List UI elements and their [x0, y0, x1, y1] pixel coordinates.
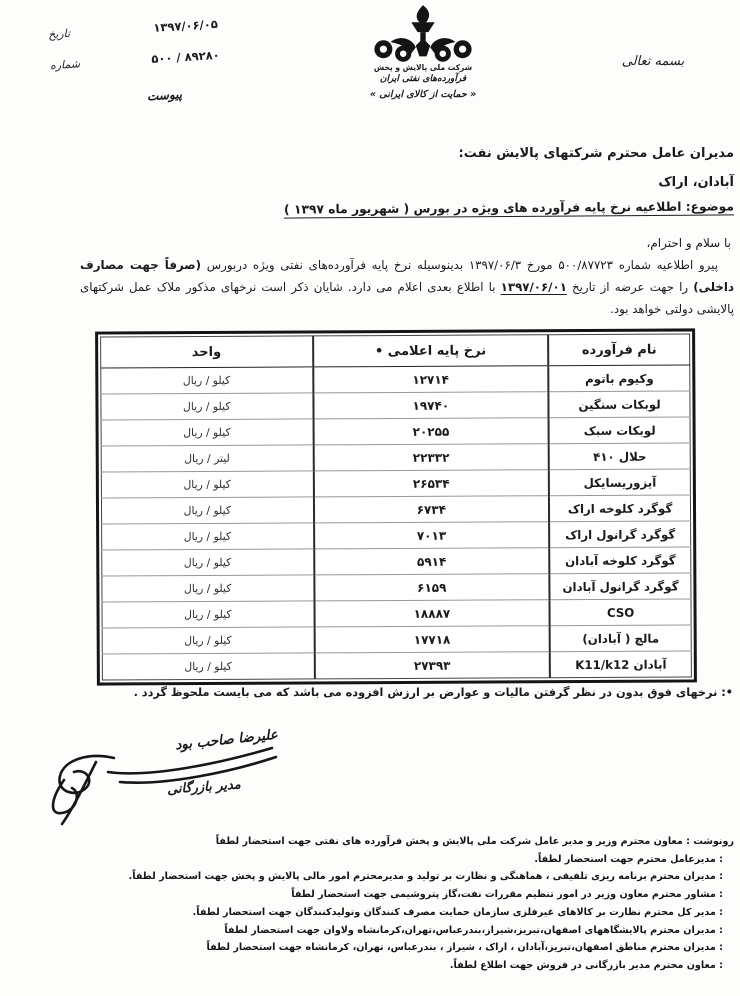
- stamp-date-value: ۱۳۹۷/۰۶/۰۵: [152, 16, 219, 35]
- product-cell: گوگرد گرانول آبادان: [549, 573, 690, 600]
- recipient-line2: آبادان، اراک: [658, 175, 734, 190]
- price-cell: ۲۷۳۹۳: [314, 652, 550, 679]
- unit-cell: کیلو / ریال: [101, 471, 313, 498]
- cc-line: رونوشت : معاون محترم وزیر و مدیر عامل شرکت ملی پالایش و پخش فرآورده های نفتی جهت استحضار لطفاً: [215, 836, 734, 847]
- table-row: [101, 443, 690, 472]
- table-row: [101, 417, 690, 446]
- body-paragraph: [80, 254, 734, 320]
- body-part3: با اطلاع بعدی اعلام می دارد. شایان ذکر است نرخهای مذکور ملاک عمل شرکتهای پالایشی دولتی خواهد بود.: [80, 280, 734, 316]
- stamp-number-label: شماره: [49, 57, 81, 73]
- cc-line: : مشاور محترم معاون وزیر در امور تنظیم مقررات نفت،گاز پتروشیمی جهت استحضار لطفاً: [291, 889, 723, 901]
- stamp-date-label: تاریخ: [47, 26, 71, 42]
- cc-line: : مدیر کل محترم نظارت بر کالاهای غیرفلزی سازمان حمایت مصرف کنندگان وتولیدکنندگان جهت استحضار لطفاً.: [192, 906, 723, 918]
- product-cell: لوبکات سنگین: [549, 391, 690, 418]
- unit-cell: کیلو / ریال: [102, 549, 314, 576]
- cc-line: : مدیرعامل محترم جهت استحضار لطفاً.: [534, 853, 723, 865]
- cc-line: : مدیران محترم برنامه ریزی تلفیقی ، هماهنگی و نظارت بر تولید و مدیرمحترم امور مالی پالایش و پخش جهت استحضار لطفاً.: [128, 871, 723, 883]
- table-row: [102, 625, 691, 654]
- stamp-attachment-label: پیوست: [146, 87, 183, 104]
- table-row: [101, 365, 690, 394]
- price-cell: ۶۷۳۴: [313, 496, 549, 523]
- recipient-line1: مدیران عامل محترم شرکتهای پالایش نفت:: [458, 146, 734, 161]
- header-unit: واحد: [101, 336, 313, 368]
- table-row: [101, 495, 690, 524]
- vat-footnote: •: نرخهای فوق بدون در نظر گرفتن مالیات و عوارض بر ارزش افزوده می باشد که می بایست ملحوظ گردد .: [133, 686, 733, 699]
- price-cell: ۷۰۱۳: [314, 522, 550, 549]
- signer-name: علیرضا صاحب بود: [174, 726, 279, 754]
- unit-cell: لیتر / ریال: [101, 445, 313, 472]
- product-cell: آبادان K11/k12: [550, 651, 691, 678]
- stamp-number-value: ۵۰۰ / ۸۹۲۸۰: [150, 47, 221, 66]
- table-row: [102, 651, 691, 680]
- product-cell: آیزوریسایکل: [549, 469, 690, 496]
- company-name-line2: فرآورده‌های نفتی ایران: [379, 74, 467, 84]
- product-cell: CSO: [550, 599, 691, 626]
- signer-title: مدیر بازرگانی: [166, 777, 242, 798]
- table-row: [102, 521, 691, 550]
- unit-cell: کیلو / ریال: [102, 627, 314, 654]
- price-cell: ۶۱۵۹: [314, 574, 550, 601]
- unit-cell: کیلو / ریال: [101, 367, 313, 394]
- price-cell: ۵۹۱۴: [314, 548, 550, 575]
- besmele-text: بسمه تعالی: [621, 54, 685, 69]
- price-cell: ۲۰۲۵۵: [313, 418, 549, 445]
- body-part2: را جهت عرضه از تاریخ: [566, 280, 694, 294]
- subject-line: موضوع: اطلاعیه نرخ پایه فرآورده های ویژه در بورس ( شهریور ماه ۱۳۹۷ ): [284, 199, 735, 217]
- product-cell: گوگرد کلوخه آبادان: [549, 547, 690, 574]
- product-cell: وکیوم باتوم: [548, 365, 689, 392]
- product-cell: لوبکات سبک: [549, 417, 690, 444]
- table-row: [102, 547, 691, 576]
- price-cell: ۱۲۷۱۴: [313, 366, 549, 393]
- body-part1: پیرو اطلاعیه شماره ۵۰۰/۸۷۷۲۳ مورخ ۱۳۹۷/۰۶/۳ بدینوسیله نرخ پایه فرآورده‌های نفتی ویژه دربورس: [201, 258, 718, 272]
- body-effective-date: ۱۳۹۷/۰۶/۰۱: [500, 280, 567, 294]
- product-cell: حلال ۴۱۰: [549, 443, 690, 470]
- price-cell: ۱۷۷۱۸: [314, 626, 550, 653]
- price-cell: ۲۶۵۳۴: [313, 470, 549, 497]
- unit-cell: کیلو / ریال: [102, 653, 314, 680]
- unit-cell: کیلو / ریال: [102, 575, 314, 602]
- salutation: با سلام و احترام،: [646, 236, 731, 250]
- price-cell: ۲۲۳۳۲: [313, 444, 549, 471]
- unit-cell: کیلو / ریال: [101, 419, 313, 446]
- unit-cell: کیلو / ریال: [101, 497, 313, 524]
- cc-line: : مدیران محترم مناطق اصفهان،تبریز،آبادان ، اراک ، شیراز ، بندرعباس، تهران، کرمانشاه جهت استحضار لطفاً: [206, 942, 723, 954]
- unit-cell: کیلو / ریال: [101, 393, 313, 420]
- header-base-price: نرخ پایه اعلامی •: [313, 335, 549, 367]
- unit-cell: کیلو / ریال: [102, 601, 314, 628]
- table-row: [101, 469, 690, 498]
- table-row: [102, 573, 691, 602]
- table-row: [101, 391, 690, 420]
- price-table: [100, 333, 692, 680]
- company-name-line1: شرکت ملی پالایش و پخش: [373, 62, 473, 73]
- price-cell: ۱۹۷۴۰: [313, 392, 549, 419]
- letterhead-slogan: « حمایت از کالای ایرانی »: [369, 89, 477, 100]
- header-product-name: نام فرآورده: [548, 334, 690, 366]
- product-cell: گوگرد کلوخه اراک: [549, 495, 690, 522]
- cc-line: : معاون محترم مدیر بازرگانی در فروش جهت اطلاع لطفاً.: [449, 959, 723, 971]
- product-cell: گوگرد گرانول اراک: [549, 521, 690, 548]
- letter-stamp-block: [48, 17, 223, 109]
- table-row: [102, 599, 691, 628]
- signature-block: [36, 718, 296, 828]
- table-header-row: [101, 334, 690, 368]
- price-table-frame: [95, 328, 697, 685]
- body-bold-domestic-use: (صرفاً جهت مصارف داخلی): [80, 258, 734, 294]
- cc-line: : مدیران محترم پالایشگاههای اصفهان،تبریز،شیراز،بندرعباس،تهران،کرمانشاه ولاوان جهت استحضار لطفاً: [224, 924, 723, 936]
- price-cell: ۱۸۸۸۷: [314, 600, 550, 627]
- distribution-list: [30, 833, 734, 975]
- product-cell: مالچ ( آبادان): [550, 625, 691, 652]
- unit-cell: کیلو / ریال: [102, 523, 314, 550]
- nioc-torch-emblem-icon: [369, 4, 477, 62]
- letterhead: [348, 4, 498, 100]
